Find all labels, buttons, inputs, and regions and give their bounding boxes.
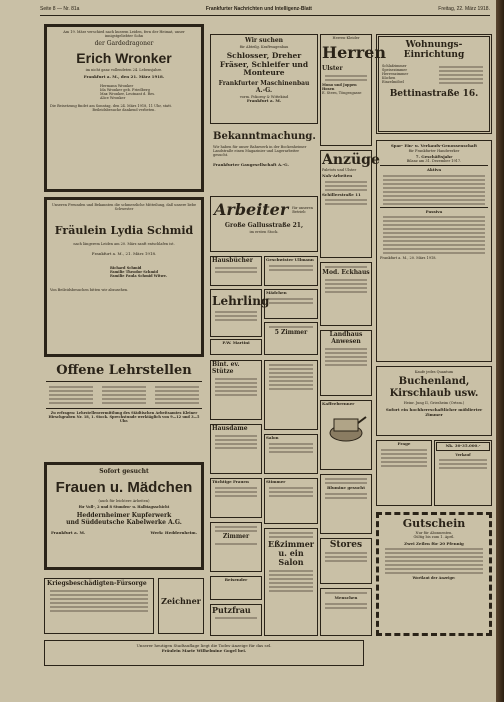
- ad-column-b1: [264, 360, 318, 430]
- ad-room: Sofort ein hochherrschaftlicher möblierter Zimmer: [385, 407, 483, 417]
- ad-small: Herren-Kleider: [332, 36, 360, 40]
- issue-date: Freitag, 22. März 1918.: [438, 6, 490, 12]
- company-address: vorm. Pokorny & Wittekind: [239, 94, 289, 99]
- ad-zimmer-2: [210, 522, 262, 572]
- ad-kaffeebrenner: [320, 400, 372, 470]
- ad-headline: Wir suchen: [244, 37, 284, 44]
- furniture-ad: [376, 34, 492, 134]
- page-number: Seite 8 — Nr. 81a: [40, 6, 80, 12]
- ad-sub: (auch für leichtere Arbeiten): [98, 499, 150, 504]
- ad-address: Bettinastraße 16.: [389, 88, 479, 99]
- newspaper-title: Frankfurter Nachrichten und Intelligenz-Blatt: [205, 6, 312, 12]
- ad-word: Zimmer: [222, 533, 250, 540]
- signer: Familie Theodor Schmid: [110, 270, 158, 275]
- announcement-ad: [210, 128, 318, 194]
- ad-reisender: [210, 576, 262, 600]
- ad-headline: Buchenland, Kirschlaub usw.: [389, 376, 479, 399]
- ad-stuetze: [210, 360, 262, 420]
- ad-tuechtig: [210, 478, 262, 518]
- obituary-note-2: Beileidsbesuche dankend verbeten.: [92, 107, 156, 112]
- ad-headline: Wohnungs-Einrichtung: [403, 40, 465, 61]
- bottom-notice: [44, 640, 364, 666]
- signer: Alice Wronker: [100, 95, 126, 100]
- ad-word: Herren: [322, 43, 386, 63]
- war-welfare-ad: [44, 578, 154, 634]
- ad-sub: für Abteilg. Kraftwagenbau: [239, 44, 289, 49]
- ad-aside: für unseren Betrieb: [292, 205, 314, 214]
- furniture-item: Schlafzimmer: [382, 63, 407, 68]
- ad-word: Mädchen: [266, 290, 287, 295]
- company-city: Frankfurt a. M.: [246, 97, 282, 103]
- ad-zimmer: [264, 322, 318, 355]
- page-header: [40, 3, 490, 16]
- ad-street: Große Gallusstraße 21,: [224, 222, 304, 229]
- ad-maedchen: [264, 289, 318, 319]
- obituary-wronker: [44, 24, 204, 192]
- coop-date: Bilanz am 31. Dezember 1917.: [406, 159, 462, 164]
- coop-title: Spar- Ein- u. Verkaufs-Genossenschaft: [390, 143, 478, 148]
- ad-putzfrau: [210, 604, 262, 636]
- workers-ad: [210, 196, 318, 252]
- ad-main: Frauen u. Mädchen: [55, 478, 193, 496]
- furniture-item: Speisezimmer: [382, 67, 408, 72]
- obituary-place: Frankfurt a. M., den 21. März 1918.: [83, 74, 165, 80]
- ad-word: Lehrling: [212, 294, 270, 308]
- ad-place: Frankfurt a. M.: [51, 529, 86, 535]
- company-name: Heddernheimer Kupferwerk: [76, 512, 172, 520]
- coupon: [376, 512, 492, 636]
- furniture-item: Einzelmöbel: [382, 79, 404, 84]
- coop-sign: Frankfurt a. M., 20. März 1918.: [380, 256, 437, 261]
- ad-column-b3: [264, 478, 318, 524]
- ad-word: Frage: [397, 441, 411, 446]
- obituary-schmid: [44, 197, 204, 357]
- beech-leaves-ad: [376, 366, 492, 436]
- ad-price: [434, 440, 492, 506]
- ad-word: Anzüge: [322, 152, 380, 168]
- ad-herren: [320, 34, 386, 146]
- ad-word: Bint. ev. Stütze: [212, 361, 240, 375]
- obituary-intro: Unseren Freunden und Bekannten die schmerzliche Mitteilung, daß unsere liebe Schwester: [51, 203, 197, 212]
- ad-text: Kaufe jedes Quantum: [414, 370, 454, 374]
- furniture-item: Herrenzimmer: [382, 71, 409, 76]
- obituary-note: Die Beisetzung findet am Sonntag, den 24. März 1918, 11 Uhr, statt.: [50, 103, 173, 108]
- company-name: und Süddeutsche Kabelwerke A.G.: [66, 519, 182, 527]
- notice-line-1: Unserer heutigen Stadtauflage liegt die Todes-Anzeige für das sel.: [136, 643, 272, 648]
- ad-sub: Paletots und Ulster: [322, 168, 357, 173]
- notice-line-2: Fräulein Marie Wilhelmine Gogel bei.: [161, 647, 247, 653]
- ad-line: Hosen: [322, 87, 335, 92]
- ad-word: Verkauf: [455, 452, 471, 457]
- ad-works: Werk: Heddernheim.: [150, 529, 197, 535]
- ad-trades: Schlosser, Dreher Fräser, Schleifer und Monteure: [219, 50, 309, 78]
- draftsman-word: Zeichner: [161, 596, 201, 606]
- ad-address: E. Stern, Töngesgasse: [322, 91, 362, 96]
- ad-price: Nk. 30-35.000.-: [436, 442, 490, 451]
- ad-landhaus: [320, 330, 372, 396]
- apprenticeships-ad: [44, 362, 204, 454]
- signer: Hermann Wronker: [100, 83, 134, 88]
- ad-lehrling: [210, 289, 270, 337]
- ad-word: Blumine gesucht: [326, 485, 366, 490]
- apprenticeships-note: Zu erfragen: Lehrstellenvermittlung des Städtischen Arbeitsamtes Kleiner Hirschgraben Nr. 18, 1. Stock. Sprechstunde werktäglich von 9—12 und 3—5 Uhr.: [48, 410, 200, 423]
- apprenticeships-title: Offene Lehrstellen: [56, 363, 192, 378]
- coupon-title: Gutschein: [402, 517, 466, 530]
- ad-column-b2: [264, 434, 318, 474]
- ad-word: Hausdame: [212, 425, 248, 432]
- ad-shift: für Voll-, 2 und 8 Stunden- u. Halbtagsschicht: [78, 505, 170, 510]
- ad-hausdame: [210, 424, 262, 474]
- ad-word: Landhaus Anwesen: [329, 331, 363, 345]
- ad-esszimmer: [264, 528, 318, 636]
- ad-word: Mod. Eckhaus: [322, 269, 370, 276]
- ad-frage: [376, 440, 432, 506]
- ad-eckhaus: [320, 262, 372, 326]
- ad-anzuege: [320, 150, 380, 258]
- ad-line: Mono und Joppen: [322, 83, 357, 88]
- coupon-sub: Nur für Abonnenten.: [415, 530, 453, 535]
- obituary-signers: [110, 266, 198, 278]
- obituary-signers: [100, 84, 198, 100]
- obituary-age: im nicht ganz vollendeten 24. Lebensjahre.: [85, 68, 163, 73]
- obituary-note: Von Beileidsbesuchen bitten wir abzusehen.: [50, 288, 129, 293]
- obituary-name: Erich Wronker: [76, 49, 172, 66]
- ad-hausbuch: [210, 256, 262, 286]
- announcement-sign: Frankfurter Gaugesellschaft A.-G.: [213, 161, 289, 167]
- ad-word: Putzfrau: [212, 605, 251, 615]
- ad-martini: [210, 339, 262, 355]
- coop-year: 7. Geschäftsjahr: [415, 153, 453, 159]
- ad-blumine: [320, 474, 372, 534]
- signer: Familie Paula Schmid Witwe.: [110, 274, 168, 279]
- ad-word: Stimmer: [266, 479, 286, 484]
- ad-word: Salon: [266, 435, 279, 440]
- ad-word: P.W. Martini: [222, 340, 250, 345]
- ad-headline: Arbeiter: [214, 200, 289, 219]
- obituary-intro: Am 19. März verschied nach kurzem Leiden, fern der Heimat, unser innigstgeliebter Sohn: [63, 30, 185, 39]
- obituary-place: Frankfurt a. M., 21. März 1918.: [91, 250, 157, 256]
- announcement-text: Wir haben für unser Bahnwerk in der Bockenheimer Landstraße einen Magazinier und Lagerarbeiter gesucht.: [213, 144, 307, 157]
- ad-floor: im ersten Stock.: [249, 229, 279, 234]
- signer: Max Wronker, Leutnant d. Res.: [100, 91, 156, 96]
- cooperative-balance: [376, 140, 492, 362]
- obituary-name: Fräulein Lydia Schmid: [54, 224, 194, 238]
- ad-word: Reisender: [224, 577, 248, 582]
- ad-word: Menschen: [334, 595, 358, 600]
- ad-word: Hausbücher: [212, 257, 253, 264]
- coupon-text: Zwei Zeilen für 20 Pfennig: [404, 540, 464, 546]
- company-name: Frankfurter Maschinenbau A.-G.: [218, 79, 310, 94]
- coop-sub: für Frankfurter Handwerker: [408, 148, 460, 153]
- ad-stores: [320, 538, 372, 584]
- announcement-title: Bekanntmachung.: [213, 131, 316, 142]
- coupon-wording: Wortlaut der Anzeige:: [412, 576, 456, 581]
- obituary-rank: der Gardedragoner: [94, 40, 154, 48]
- women-wanted-ad: [44, 462, 204, 570]
- coop-assets-label: Aktiva: [426, 167, 442, 173]
- coffee-roaster-icon: [324, 411, 368, 447]
- ad-address: Schillerstraße 11: [322, 191, 361, 197]
- signer: Richard Schmid: [110, 266, 142, 271]
- ad-geschwister: [264, 256, 318, 286]
- ad-sub: Ulster: [322, 65, 343, 73]
- ad-word: 5 Zimmer: [274, 329, 308, 336]
- mechanics-wanted-ad: [210, 34, 318, 124]
- war-welfare-title: Kriegsbeschädigten-Fürsorge: [47, 580, 147, 587]
- ad-word: Stores: [329, 540, 363, 550]
- ad-word: Eßzimmer u. ein Salon: [268, 539, 314, 568]
- ad-menschen: [320, 588, 372, 636]
- obituary-text: nach längerem Leiden am 20. März sanft entschlafen ist.: [73, 241, 175, 246]
- signer: Ida Wronker geb. Friedberg: [100, 87, 150, 92]
- draftsman-ad: [158, 578, 204, 634]
- coupon-date: Gültig bis zum 1. April.: [413, 534, 455, 539]
- ad-text: Heinr. Jung II, Griesheim (Ortsm.): [403, 401, 465, 406]
- ad-place: Nah-Arbeiten: [322, 173, 353, 179]
- furniture-item: Küchen: [382, 75, 396, 80]
- ad-word: Kaffeebrenner: [322, 401, 355, 406]
- ad-word: Tüchtige Frauen: [212, 479, 249, 484]
- coop-liabilities-label: Passiva: [425, 208, 443, 214]
- ad-headline: Sofort gesucht: [99, 468, 149, 475]
- ad-word: Geschwister Ullmann: [266, 257, 314, 262]
